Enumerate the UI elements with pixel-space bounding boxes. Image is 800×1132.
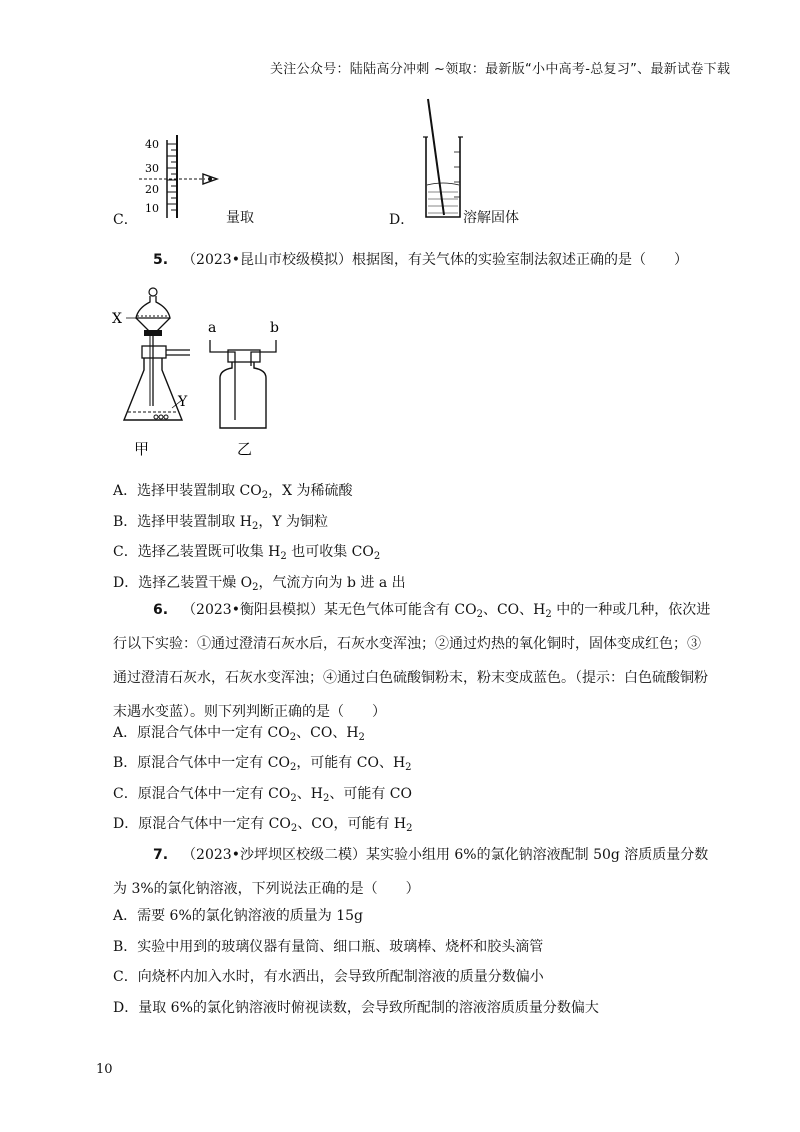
question-6-source: （2023•衡阳县模拟） (182, 602, 324, 618)
label-b: b (270, 320, 279, 336)
label-a: a (208, 320, 217, 336)
page-header: 关注公众号：陆陆高分冲刺 ~领取：最新版“小中高考-总复习”、最新试卷下载 (270, 62, 731, 77)
question-6-option-a[interactable]: A．原混合气体中一定有 $CO_2$、CO、$H_2$ (113, 725, 365, 743)
option-d-letter: D． (389, 212, 415, 228)
question-6-option-b[interactable]: B．原混合气体中一定有 $CO_2$，可能有 CO、$H_2$ (113, 755, 412, 773)
question-6-option-d[interactable]: D．原混合气体中一定有 $CO_2$、CO，可能有 $H_2$ (113, 816, 413, 834)
question-7-source: （2023•沙坪坝区校级二模） (182, 847, 366, 863)
question-7-option-d[interactable]: D．量取 6%的氯化钠溶液时俯视读数，会导致所配制的溶液溶质质量分数偏大 (113, 1000, 599, 1016)
question-5-number: 5. (153, 252, 169, 268)
question-5-stem (113, 243, 713, 277)
label-y: Y (178, 394, 188, 410)
scale-label-20: 20 (145, 183, 159, 196)
scale-label-10: 10 (145, 202, 159, 215)
question-7-number: 7. (153, 847, 169, 863)
question-7-option-a[interactable]: A．需要 6%的氯化钠溶液的质量为 15g (113, 908, 363, 924)
scale-label-40: 40 (145, 138, 159, 151)
option-d-caption: 溶解固体 (463, 210, 519, 226)
beaker-stirring-figure (418, 97, 468, 225)
question-5-option-d[interactable]: D．选择乙装置干燥 $O_2$，气流方向为 b 进 a 出 (113, 575, 406, 593)
question-7-stem (113, 838, 713, 906)
question-7-option-b[interactable]: B．实验中用到的玻璃仪器有量筒、细口瓶、玻璃棒、烧杯和胶头滴管 (113, 939, 544, 955)
label-x: X (112, 311, 122, 327)
option-c-letter: C． (113, 212, 138, 228)
question-5-source: （2023•昆山市校级模拟） (182, 252, 352, 268)
question-5-text: 根据图，有关气体的实验室制法叙述正确的是（ ） (351, 252, 688, 268)
question-6-option-c[interactable]: C．原混合气体中一定有 $CO_2$、$H_2$、可能有 CO (113, 786, 412, 804)
question-7-text: 某实验小组用 6%的氯化钠溶液配制 50g 溶质质量分数为 3%的氯化钠溶液，下列说法正确的是（ ） (113, 847, 709, 897)
gas-apparatus-figure (110, 280, 310, 460)
scale-label-30: 30 (145, 162, 159, 175)
question-6-number: 6. (153, 602, 169, 618)
question-7-option-c[interactable]: C．向烧杯内加入水时，有水洒出，会导致所配制溶液的质量分数偏小 (113, 969, 544, 985)
graduated-cylinder-reading-figure (135, 130, 235, 225)
page-number: 10 (96, 1062, 113, 1077)
label-yi: 乙 (237, 440, 253, 458)
question-5-option-b[interactable]: B．选择甲装置制取 $H_2$，Y 为铜粒 (113, 514, 329, 532)
question-6-stem: 6. （2023•衡阳县模拟）某无色气体可能含有 $CO_2$、CO、$H_2$ 中的一种或几种，依次进行以下实验：①通过澄清石灰水后，石灰水变浑浊；②通过灼热的氧化铜时，固体变成红色；③通过澄清石灰水，石灰水变浑浊；④通过白色硫酸铜粉末，粉末变成蓝色。（提示：白色硫酸铜粉末遇水变蓝）。则下列判断正确的是（ ） (113, 602, 711, 720)
question-5-option-c[interactable]: C．选择乙装置既可收集 $H_2$ 也可收集 $CO_2$ (113, 544, 381, 562)
label-jia: 甲 (134, 440, 150, 458)
question-5-option-a[interactable]: A．选择甲装置制取 $CO_2$，X 为稀硫酸 (113, 483, 353, 501)
option-c-caption: 量取 (226, 210, 254, 226)
